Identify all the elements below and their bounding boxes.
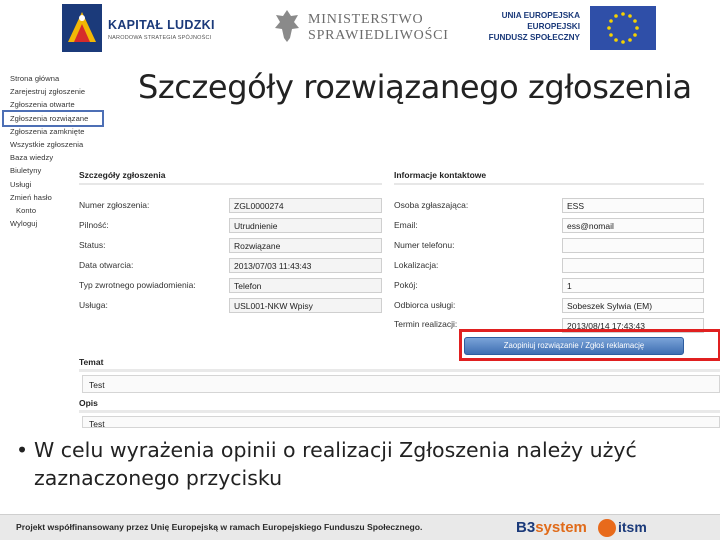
kapital-ludzki-title: KAPITAŁ LUDZKI	[108, 18, 215, 32]
field-value-service: USL001-NKW Wpisy	[229, 298, 382, 313]
eagle-emblem-icon	[274, 8, 300, 44]
sidebar-item-closed[interactable]: Zgłoszenia zamknięte	[10, 126, 85, 136]
ministry-line1: MINISTERSTWO	[308, 12, 424, 27]
field-value-location	[562, 258, 704, 273]
eu-flag-icon	[590, 6, 656, 50]
sidebar-item-register[interactable]: Zarejestruj zgłoszenie	[10, 87, 86, 97]
sidebar-item-knowledge-base[interactable]: Baza wiedzy	[10, 153, 54, 163]
ministry-logo	[274, 8, 449, 48]
kapital-ludzki-mark-icon	[62, 4, 102, 52]
field-value-priority: Utrudnienie	[229, 218, 382, 233]
field-label-deadline: Termin realizacji:	[394, 319, 458, 329]
eu-line2: EUROPEJSKI	[527, 22, 580, 31]
field-value-room: 1	[562, 278, 704, 293]
b3system-logo	[516, 519, 587, 536]
contact-heading-rule	[394, 183, 704, 185]
field-label-recipient: Odbiorca usługi:	[394, 300, 456, 310]
field-value-deadline: 2013/08/14 17:43:43	[562, 318, 704, 333]
footer	[0, 514, 720, 540]
field-label-room: Pokój:	[394, 280, 418, 290]
opis-label: Opis	[79, 398, 98, 408]
b3system-logo-b3: B3	[516, 519, 536, 536]
bullet-dot: •	[16, 438, 29, 462]
field-value-reporter: ESS	[562, 198, 704, 213]
field-value-notification-type: Telefon	[229, 278, 382, 293]
details-heading: Szczegóły zgłoszenia	[79, 170, 166, 180]
field-value-ticket-number: ZGL0000274	[229, 198, 382, 213]
contact-heading: Informacje kontaktowe	[394, 170, 487, 180]
sidebar-item-bulletins[interactable]: Biuletyny	[10, 166, 42, 176]
eu-text	[489, 10, 580, 43]
sidebar-item-home[interactable]: Strona główna	[10, 74, 60, 83]
field-label-reporter: Osoba zgłaszająca:	[394, 200, 469, 210]
kapital-ludzki-subtitle: NARODOWA STRATEGIA SPÓJNOŚCI	[108, 35, 212, 41]
field-label-service: Usługa:	[79, 300, 108, 310]
sidebar-item-account[interactable]: Konto	[16, 205, 37, 215]
footer-text: Projekt współfinansowany przez Unię Europejską w ramach Europejskiego Funduszu Społecznego.	[16, 522, 423, 532]
sidebar-item-logout[interactable]: Wyloguj	[10, 219, 38, 229]
sidebar-item-resolved[interactable]: Zgłoszenia rozwiązane	[10, 113, 89, 123]
eu-line1: UNIA EUROPEJSKA	[501, 11, 580, 20]
sidebar-item-change-password[interactable]: Zmień hasło	[10, 192, 52, 202]
field-label-email: Email:	[394, 220, 418, 230]
field-label-priority: Pilność:	[79, 220, 109, 230]
field-value-phone	[562, 238, 704, 253]
field-value-email: ess@nomail	[562, 218, 704, 233]
field-value-open-date: 2013/07/03 11:43:43	[229, 258, 382, 273]
eu-logo	[490, 4, 660, 52]
temat-rule	[79, 369, 720, 372]
field-label-open-date: Data otwarcia:	[79, 260, 134, 270]
temat-label: Temat	[79, 357, 104, 367]
field-label-phone: Numer telefonu:	[394, 240, 455, 250]
sidebar-item-open[interactable]: Zgłoszenia otwarte	[10, 100, 75, 110]
opis-value: Test	[82, 416, 720, 428]
itsm-mark-icon	[598, 519, 616, 537]
field-value-recipient: Sobeszek Sylwia (EM)	[562, 298, 704, 313]
b3system-logo-system: system	[535, 519, 587, 536]
ministry-line2: SPRAWIEDLIWOŚCI	[308, 28, 449, 43]
sidebar-highlight-frame	[2, 110, 104, 127]
temat-value: Test	[82, 375, 720, 393]
bullet-text: W celu wyrażenia opinii o realizacji Zgłoszenia należy użyć zaznaczonego przycisku	[34, 438, 637, 490]
kapital-ludzki-logo	[62, 4, 215, 52]
sidebar-item-all[interactable]: Wszystkie zgłoszenia	[10, 139, 84, 149]
slide-title: Szczegóły rozwiązanego zgłoszenia	[138, 68, 692, 106]
field-value-status: Rozwiązane	[229, 238, 382, 253]
itsm-logo: itsm	[618, 519, 647, 535]
field-label-notification-type: Typ zwrotnego powiadomienia:	[79, 280, 196, 290]
field-label-status: Status:	[79, 240, 106, 250]
field-label-location: Lokalizacja:	[394, 260, 439, 270]
sidebar-item-services[interactable]: Usługi	[10, 179, 32, 189]
header-logos	[0, 0, 720, 60]
opis-rule	[79, 410, 720, 413]
review-resolution-button[interactable]: Zaopiniuj rozwiązanie / Zgłoś reklamację	[464, 337, 684, 355]
eu-line3: FUNDUSZ SPOŁECZNY	[488, 33, 580, 42]
details-heading-rule	[79, 183, 382, 185]
field-label-ticket-number: Numer zgłoszenia:	[79, 200, 150, 210]
